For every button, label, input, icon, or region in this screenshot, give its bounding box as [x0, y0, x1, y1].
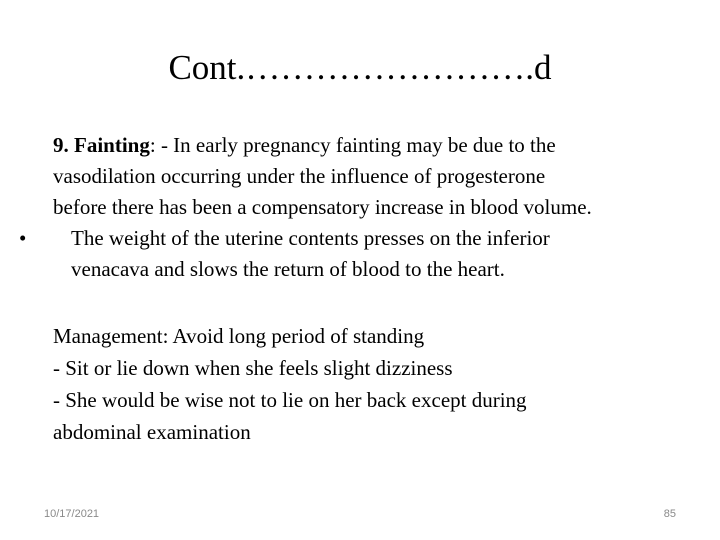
fainting-label: 9. Fainting: [53, 133, 150, 157]
management-line-3: - She would be wise not to lie on her back except during: [53, 388, 527, 412]
page-number: 85: [663, 508, 676, 520]
management-line-2: - Sit or lie down when she feels slight dizziness: [53, 356, 453, 380]
fainting-paragraph: [53, 130, 693, 223]
footer-date: 10/17/2021: [44, 508, 100, 520]
fainting-section: [19, 130, 693, 285]
bullet-line-1: The weight of the uterine contents presses on the inferior: [71, 226, 550, 250]
management-line-4: abdominal examination: [53, 420, 251, 444]
bullet-line-2: venacava and slows the return of blood to the heart.: [71, 257, 505, 281]
slide-title: Cont.…………………….d: [168, 48, 552, 87]
fainting-line-2: vasodilation occurring under the influence of progesterone: [53, 164, 546, 188]
bullet-item: [19, 223, 693, 285]
fainting-line-3: before there has been a compensatory increase in blood volume.: [53, 195, 592, 219]
bullet-icon: •: [19, 226, 27, 250]
bullet-text: [53, 223, 693, 285]
management-section: [53, 320, 693, 448]
fainting-line-1: [53, 130, 693, 161]
management-line-1: Management: Avoid long period of standing: [53, 324, 425, 348]
fainting-line-1-text: : - In early pregnancy fainting may be due to the: [149, 133, 556, 157]
